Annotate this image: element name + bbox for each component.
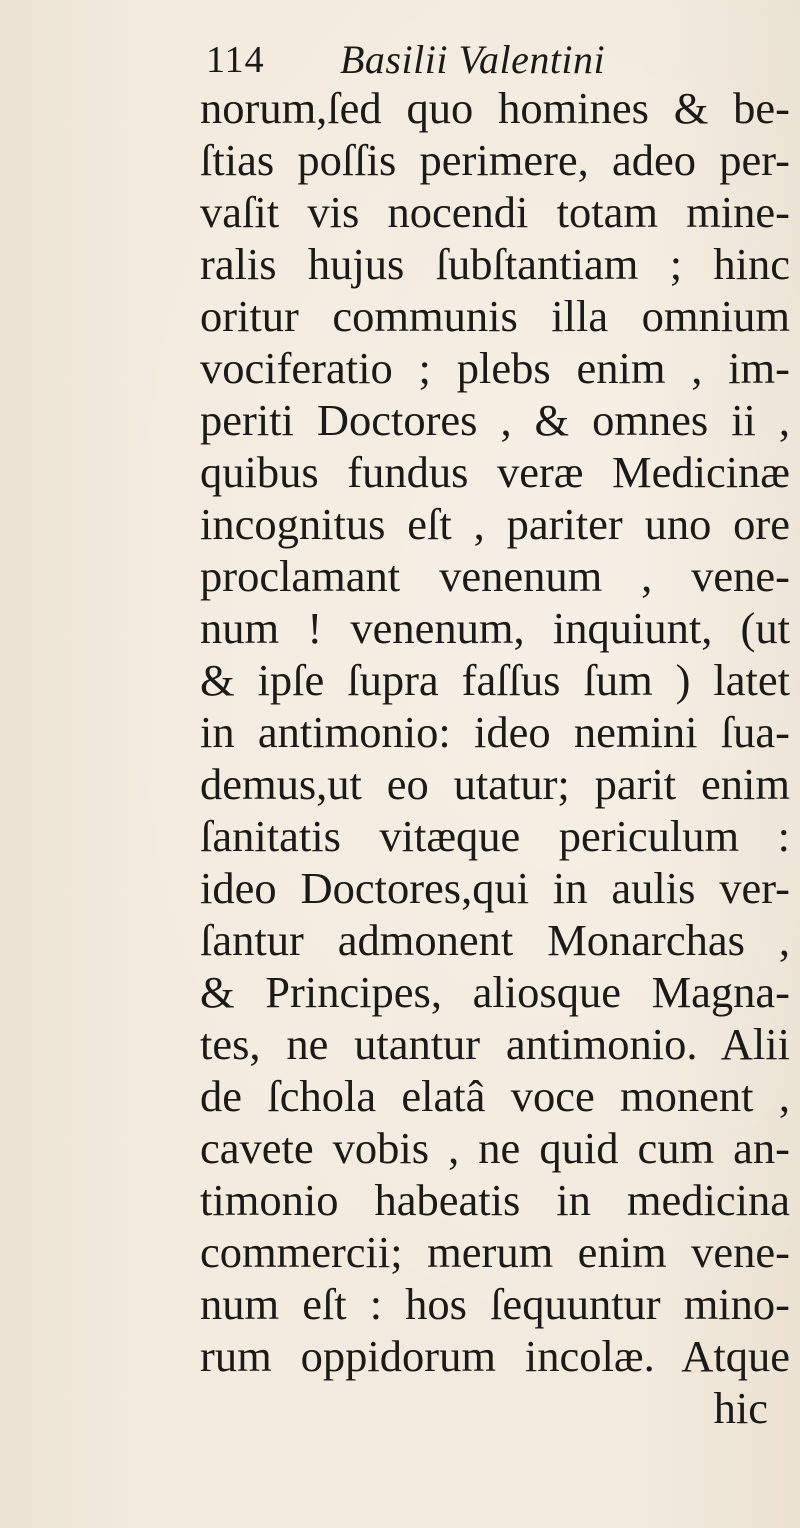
text-line: ralis hujus ſubſtantiam ; hinc [200,239,790,289]
text-line: num ! venenum, inquiunt, (ut [200,603,790,653]
text-line: ſanitatis vitæque periculum : [200,811,790,861]
text-line: proclamant venenum , vene- [200,551,790,601]
text-line: rum oppidorum incolæ. Atque [200,1331,790,1381]
text-line: ideo Doctores,qui in aulis ver- [200,863,790,913]
running-title: Basilii Valentini [340,37,606,82]
text-line: cavete vobis , ne quid cum an- [200,1123,790,1173]
text-line: oritur communis illa omnium [200,291,790,341]
text-line: num eſt : hos ſequuntur mino- [200,1279,790,1329]
text-line: periti Doctores , & omnes ii , [200,395,790,445]
catchword: hic [713,1383,768,1433]
page-number: 114 [206,39,265,81]
text-line: tes, ne utantur antimonio. Alii [200,1019,790,1069]
text-line: in antimonio: ideo nemini ſua- [200,707,790,757]
text-line: vaſit vis nocendi totam mine- [200,187,790,237]
text-line: ſtias poſſis perimere, adeo per- [200,135,790,185]
text-line: vociferatio ; plebs enim , im- [200,343,790,393]
text-line: & ipſe ſupra faſſus ſum ) latet [200,655,790,705]
text-line: timonio habeatis in medicina [200,1175,790,1225]
text-line: demus,ut eo utatur; parit enim [200,759,790,809]
text-line: incognitus eſt , pariter uno ore [200,499,790,549]
text-line: quibus fundus veræ Medicinæ [200,447,790,497]
page-header [0,34,800,86]
text-line: & Principes, aliosque Magna- [200,967,790,1017]
text-line: norum,ſed quo homines & be- [200,83,790,133]
text-line: commercii; merum enim vene- [200,1227,790,1277]
text-line: ſantur admonent Monarchas , [200,915,790,965]
text-line: de ſchola elatâ voce monent , [200,1071,790,1121]
